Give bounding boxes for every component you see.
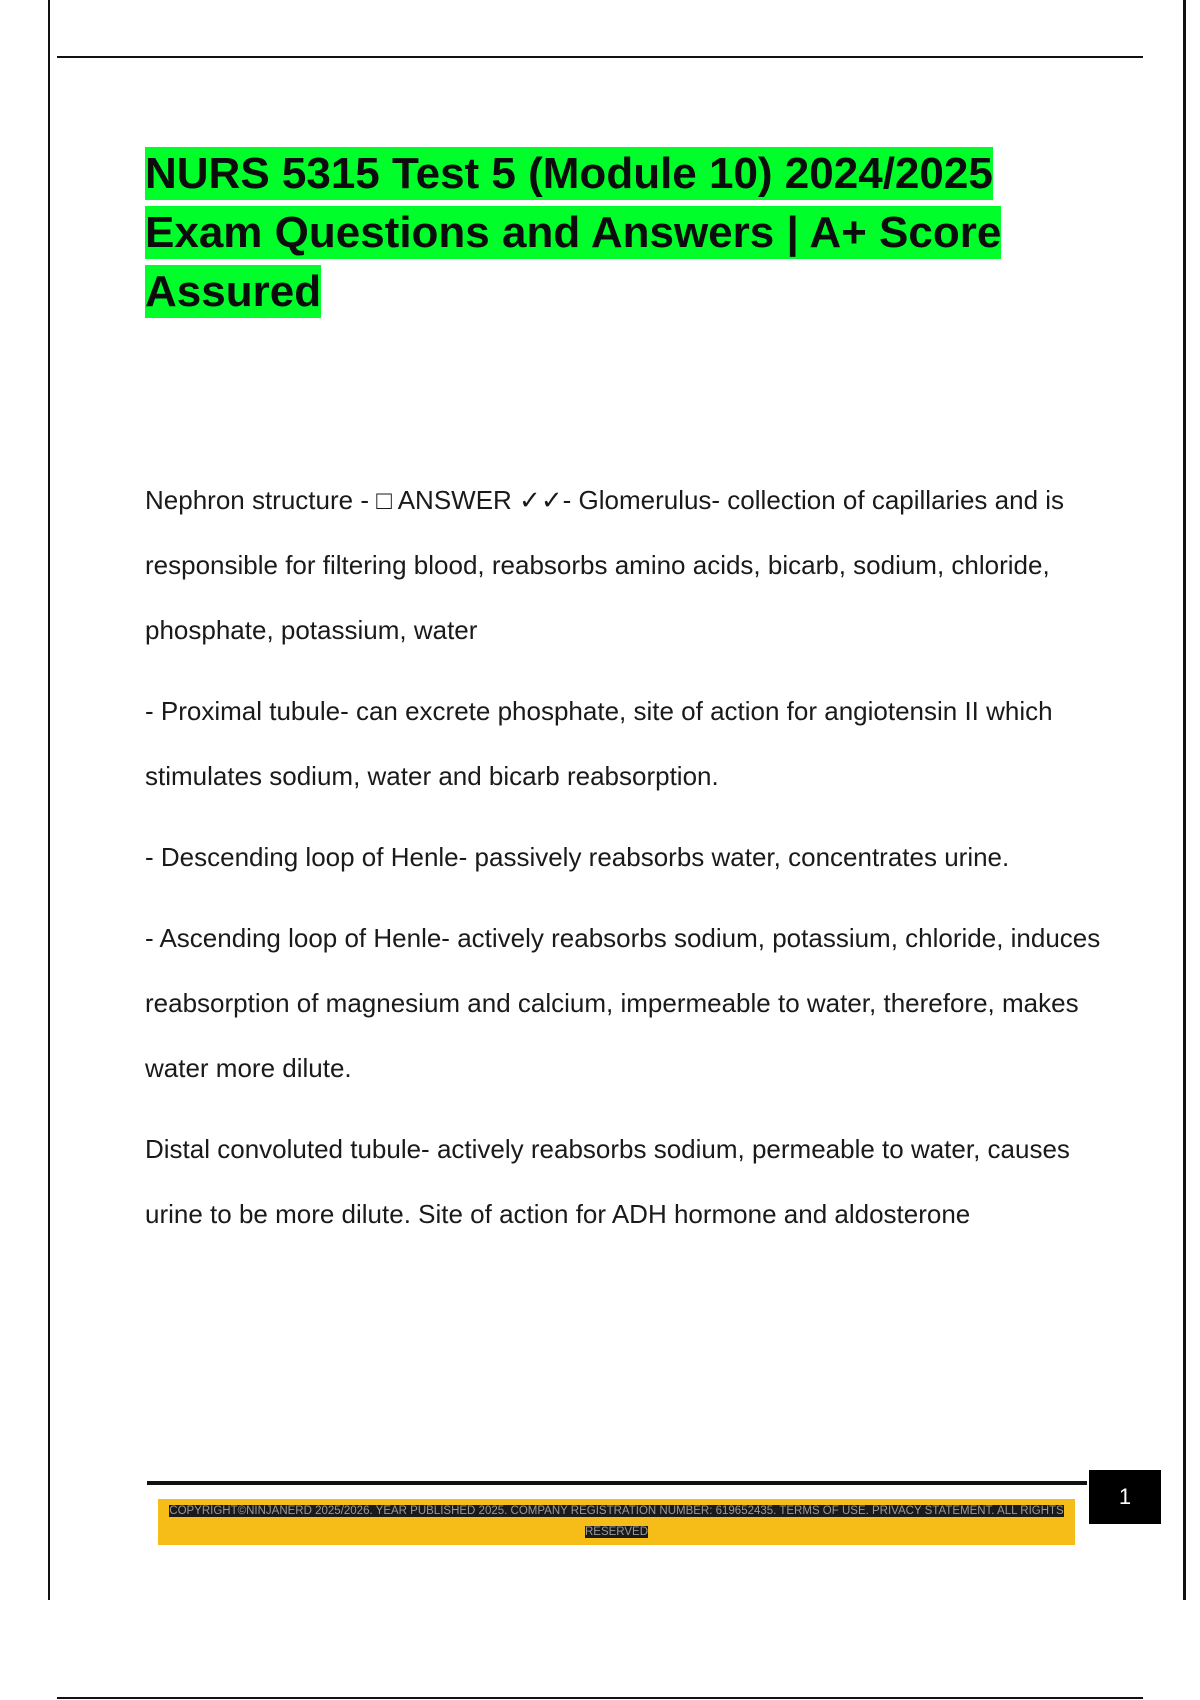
copyright-text: COPYRIGHT©NINJANERD 2025/2026. YEAR PUBLISHED 2025. COMPANY REGISTRATION NUMBER: 619652435. TERMS OF USE. PRIVACY STATEMENT. ALL RIGHTS RESERVED (169, 1505, 1064, 1538)
footer-rule (147, 1481, 1087, 1485)
body-paragraph: - Proximal tubule- can excrete phosphate, site of action for angiotensin II which stimulates sodium, water and bicarb reabsorption. (145, 696, 1053, 791)
body-paragraph: - Descending loop of Henle- passively reabsorbs water, concentrates urine. (145, 842, 1010, 872)
page-number: 1 (1089, 1470, 1161, 1524)
document-body (145, 468, 1105, 1263)
header-rule (57, 56, 1143, 58)
body-paragraph: - Ascending loop of Henle- actively reabsorbs sodium, potassium, chloride, induces reabsorption of magnesium and calcium, impermeable to water, therefore, makes water more dilute. (145, 923, 1101, 1083)
next-page-rule (57, 1697, 1143, 1699)
page-border-left (48, 0, 50, 1600)
body-paragraph: Nephron structure - □ ANSWER ✓✓- Glomerulus- collection of capillaries and is responsible for filtering blood, reabsorbs amino acids, bicarb, sodium, chloride, phosphate, potassium, water (145, 485, 1065, 645)
page-border-right (1183, 0, 1186, 1600)
body-paragraph: Distal convoluted tubule- actively reabsorbs sodium, permeable to water, causes urine to be more dilute. Site of action for ADH hormone and aldosterone (145, 1134, 1070, 1229)
copyright-notice (158, 1499, 1075, 1545)
document-title (145, 144, 1105, 321)
document-title-text: NURS 5315 Test 5 (Module 10) 2024/2025 Exam Questions and Answers | A+ Score Assured (145, 149, 1002, 316)
copyright-text-wrap (167, 1501, 1067, 1543)
